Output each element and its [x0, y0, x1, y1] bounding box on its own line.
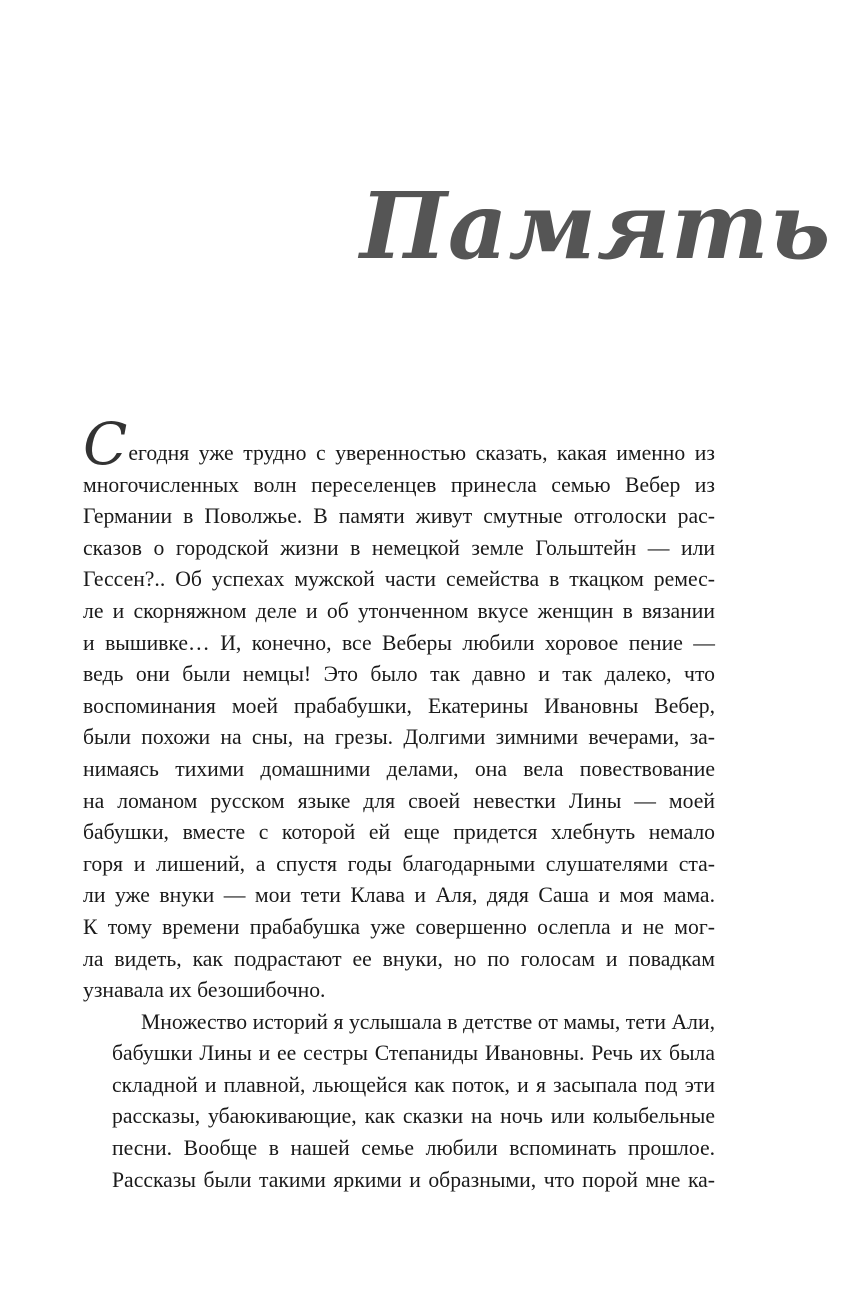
chapter-title: Память — [360, 171, 832, 280]
text-line: ле и скорняжном деле и об утонченном вкусе женщин в вязании — [83, 598, 715, 623]
text-line: сказов о городской жизни в немецкой земле Гольштейн — или — [83, 535, 715, 560]
text-line: складной и плавной, льющейся как поток, и я засыпала под эти — [112, 1072, 715, 1097]
text-line: узнавала их безошибочно. — [83, 978, 326, 1003]
text-line: многочисленных волн переселенцев принесла семью Вебер из — [83, 472, 715, 497]
text-line: Множество историй я услышала в детстве от мамы, тети Али, — [141, 1009, 715, 1034]
text-line: Германии в Поволжье. В памяти живут смутные отголоски рас- — [83, 504, 715, 529]
text-line: воспоминания моей прабабушки, Екатерины Ивановны Вебер, — [83, 693, 715, 718]
text-line: К тому времени прабабушка уже совершенно ослепла и не мог- — [83, 914, 715, 939]
text-line: горя и лишений, а спустя годы благодарными слушателями ста- — [83, 851, 715, 876]
drop-cap: С — [83, 410, 128, 478]
text-line: были похожи на сны, на грезы. Долгими зимними вечерами, за- — [83, 725, 715, 750]
text-line: нимаясь тихими домашними делами, она вела повествование — [83, 756, 715, 781]
text-line: бабушки, вместе с которой ей еще придется хлебнуть немало — [83, 820, 715, 845]
paragraph-2 — [83, 1007, 715, 1197]
body-text — [83, 410, 715, 1196]
text-line: на ломаном русском языке для своей невестки Лины — моей — [83, 788, 715, 813]
paragraph-1 — [83, 410, 715, 1007]
text-line: ла видеть, как подрастают ее внуки, но по голосам и повадкам — [83, 946, 715, 971]
text-line: Гессен?.. Об успехах мужской части семейства в ткацком ремес- — [83, 567, 715, 592]
text-line: Рассказы были такими яркими и образными, что порой мне ка- — [112, 1167, 715, 1192]
text-line: ли уже внуки — мои тети Клава и Аля, дядя Саша и моя мама. — [83, 883, 715, 908]
text-line: ведь они были немцы! Это было так давно и так далеко, что — [83, 662, 715, 687]
text-line: рассказы, убаюкивающие, как сказки на ночь или колыбельные — [112, 1104, 715, 1129]
text-line: бабушки Лины и ее сестры Степаниды Ивановны. Речь их была — [112, 1041, 715, 1066]
text-line: песни. Вообще в нашей семье любили вспоминать прошлое. — [112, 1136, 715, 1161]
text-line: и вышивке… И, конечно, все Веберы любили хоровое пение — — [83, 630, 715, 655]
text-line: Сегодня уже трудно с уверенностью сказать, какая именно из — [83, 410, 715, 478]
